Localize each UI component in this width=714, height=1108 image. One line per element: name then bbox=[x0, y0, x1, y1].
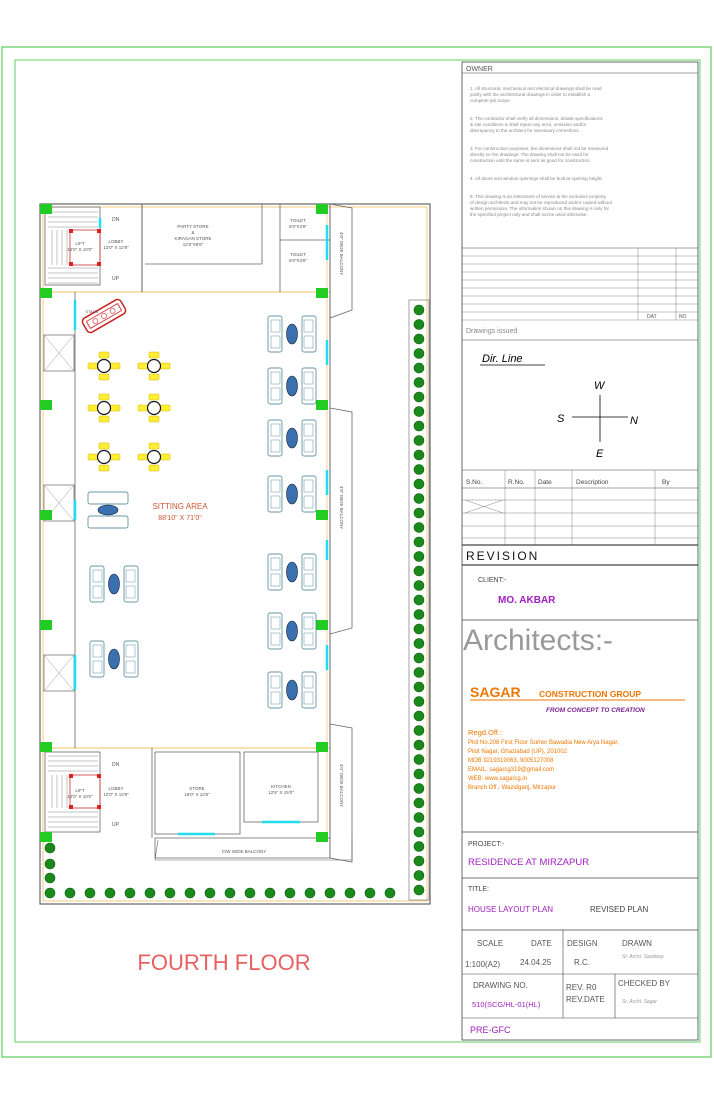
drawn-value: Sr. Archi. Sandeep bbox=[622, 954, 664, 960]
tree-37 bbox=[414, 842, 424, 852]
office-line-5: WEB: www.sagarcg.in bbox=[468, 776, 528, 782]
stage-sofa bbox=[81, 298, 127, 334]
firm-name: SAGAR bbox=[470, 684, 521, 700]
tree-27 bbox=[414, 697, 424, 707]
tree-21 bbox=[414, 610, 424, 620]
office-line-2: Pilot Nagar, Ghaziabad (UP), 201002 bbox=[468, 749, 568, 755]
up-top: UP bbox=[112, 276, 119, 282]
rev-col-rno: R.No. bbox=[508, 479, 525, 486]
side-balcony-bot: 4'0" WIDE BALCONY bbox=[339, 764, 344, 808]
svg-text:W: W bbox=[594, 380, 605, 392]
client-label: CLIENT:- bbox=[478, 577, 507, 584]
floor-title: FOURTH FLOOR bbox=[137, 950, 311, 975]
lobby-bottom-label: LOBBY 12'0" X 12'9" bbox=[103, 786, 129, 797]
design-value: R.C. bbox=[574, 958, 590, 967]
svg-text:N: N bbox=[630, 415, 638, 427]
drawing-no-value: 510(SCG/HL-01(HL) bbox=[472, 1000, 541, 1009]
owner-label: OWNER bbox=[466, 66, 493, 73]
firm-tagline: FROM CONCEPT TO CREATION bbox=[546, 707, 645, 714]
tree-54 bbox=[305, 888, 315, 898]
tree-53 bbox=[285, 888, 295, 898]
tree-45 bbox=[125, 888, 135, 898]
tree-31 bbox=[414, 755, 424, 765]
status: PRE-GFC bbox=[470, 1025, 511, 1035]
tree-8 bbox=[414, 421, 424, 431]
tree-48 bbox=[185, 888, 195, 898]
tree-58 bbox=[385, 888, 395, 898]
tree-35 bbox=[414, 813, 424, 823]
title-block bbox=[462, 62, 698, 1040]
tree-24 bbox=[414, 653, 424, 663]
structural-columns bbox=[40, 204, 328, 842]
project-name: RESIDENCE AT MIRZAPUR bbox=[468, 857, 590, 868]
tree-56 bbox=[345, 888, 355, 898]
firm-name-rest: CONSTRUCTION GROUP bbox=[539, 689, 641, 699]
dining-table-4 bbox=[138, 394, 170, 422]
tree-7 bbox=[414, 407, 424, 417]
tree-6 bbox=[414, 392, 424, 402]
dining-table-5 bbox=[88, 443, 120, 471]
sofa-set-9 bbox=[90, 566, 138, 602]
rev-col-desc: Description bbox=[576, 479, 609, 486]
kitchen-label: KITCHEN 12'6" X 15'0" bbox=[268, 784, 294, 795]
sofa-set-10 bbox=[90, 641, 138, 677]
office-address bbox=[468, 728, 619, 791]
client-name: MO. AKBAR bbox=[498, 595, 556, 606]
sofa-set-3 bbox=[268, 420, 316, 456]
office-line-6: Branch Off.: Wazidganj, Mirzapur bbox=[468, 785, 557, 791]
bottom-balcony-label: C/W WIDE BALCONY bbox=[221, 849, 267, 854]
design-label: DESIGN bbox=[567, 939, 598, 948]
tree-12 bbox=[414, 479, 424, 489]
lift-top-label: LIFT 12'0" X 10'0" bbox=[67, 241, 93, 252]
side-balcony-top: 4'0" WIDE BALCONY bbox=[339, 232, 344, 276]
tree-59 bbox=[45, 843, 55, 853]
project-label: PROJECT:- bbox=[468, 841, 505, 848]
tree-3 bbox=[414, 349, 424, 359]
rev-col-date: Date bbox=[538, 479, 552, 486]
tree-22 bbox=[414, 624, 424, 634]
tree-0 bbox=[414, 305, 424, 315]
up-bottom: UP bbox=[112, 822, 119, 828]
drawings-issued: Drawings issued bbox=[466, 328, 518, 335]
tree-40 bbox=[414, 885, 424, 895]
tree-43 bbox=[85, 888, 95, 898]
note-1: 1. All structural, mechanical and electrical drawings shall be read jointly with the architectural drawings in order to establish a complete job scope. bbox=[470, 86, 602, 103]
tree-55 bbox=[325, 888, 335, 898]
tree-13 bbox=[414, 494, 424, 504]
note-2: 2. The contractor shall verify all dimensions, details specifications & site conditions & shall report any error, omission and/or discrepancy to the architect for necessary corrections. bbox=[470, 116, 603, 133]
dining-table-3 bbox=[88, 394, 120, 422]
tree-38 bbox=[414, 856, 424, 866]
rev-col-by: By bbox=[662, 479, 670, 486]
tree-49 bbox=[205, 888, 215, 898]
dining-table-2 bbox=[138, 352, 170, 380]
tree-9 bbox=[414, 436, 424, 446]
tree-39 bbox=[414, 871, 424, 881]
sofa-set-2 bbox=[268, 368, 316, 404]
tree-23 bbox=[414, 639, 424, 649]
tree-30 bbox=[414, 740, 424, 750]
tree-51 bbox=[245, 888, 255, 898]
architects-heading: Architects:- bbox=[463, 624, 614, 657]
sofa-set-5 bbox=[268, 554, 316, 590]
office-line-1: Plot No.208 First Floor Sumer Bawadia New Arya Nagar, bbox=[468, 740, 619, 746]
dining-table-1 bbox=[88, 352, 120, 380]
svg-text:E: E bbox=[596, 448, 604, 460]
drawing-no-label: DRAWING NO. bbox=[473, 981, 528, 990]
tree-32 bbox=[414, 769, 424, 779]
tree-50 bbox=[225, 888, 235, 898]
tree-42 bbox=[65, 888, 75, 898]
tree-26 bbox=[414, 682, 424, 692]
tree-29 bbox=[414, 726, 424, 736]
scale-value: 1:100(A2) bbox=[465, 960, 501, 969]
rev-date-label: REV.DATE bbox=[566, 995, 605, 1004]
dn-bottom: DN bbox=[112, 762, 120, 768]
tree-25 bbox=[414, 668, 424, 678]
svg-text:S: S bbox=[557, 413, 565, 425]
sitting-area-label: SITTING AREA bbox=[152, 502, 208, 511]
general-notes bbox=[469, 86, 613, 217]
tree-20 bbox=[414, 595, 424, 605]
compass-icon bbox=[557, 380, 638, 460]
scale-label: SCALE bbox=[477, 939, 504, 948]
dir-line-label: Dir. Line bbox=[482, 353, 523, 365]
party-store-label: PARTY STORE & KIRAGAN STORE 12'0"X9'6" bbox=[174, 224, 212, 247]
date-value: 24.04.25 bbox=[520, 958, 552, 967]
date-label: DATE bbox=[531, 939, 552, 948]
dat-label: DAT bbox=[647, 314, 657, 320]
tree-57 bbox=[365, 888, 375, 898]
toilet-a-label: TOILET 6'0"X4'6" bbox=[289, 218, 307, 229]
tree-4 bbox=[414, 363, 424, 373]
store-label: STORE 16'0" X 12'6" bbox=[184, 786, 210, 797]
checked-value: Sr. Archi. Sagar bbox=[622, 999, 657, 1005]
drawing-title-revised: REVISED PLAN bbox=[590, 905, 649, 914]
tree-60 bbox=[45, 859, 55, 869]
rev-col-sno: S.No. bbox=[466, 479, 483, 486]
lobby-top-label: LOBBY 12'0" X 12'9" bbox=[103, 239, 129, 250]
tree-34 bbox=[414, 798, 424, 808]
tree-41 bbox=[45, 888, 55, 898]
no-label: NO bbox=[679, 314, 687, 320]
tree-11 bbox=[414, 465, 424, 475]
tree-28 bbox=[414, 711, 424, 721]
tree-1 bbox=[414, 320, 424, 330]
tree-14 bbox=[414, 508, 424, 518]
sofa-set-1 bbox=[268, 316, 316, 352]
tree-16 bbox=[414, 537, 424, 547]
tree-61 bbox=[45, 873, 55, 883]
sofa-set-6 bbox=[268, 613, 316, 649]
tree-36 bbox=[414, 827, 424, 837]
tree-33 bbox=[414, 784, 424, 794]
sofa-sets bbox=[88, 316, 316, 708]
note-3: 3. For construction purposes, the dimensions shall not be measured directly on the drawings. The drawing shall not be used for construction until the same is sent as good for construction. bbox=[470, 146, 609, 163]
sofa-set-8 bbox=[88, 492, 128, 528]
checked-label: CHECKED BY bbox=[618, 979, 671, 988]
note-4: 4. All doors and window openings shall be built at opening height. bbox=[470, 176, 603, 181]
note-5: 5. This drawing is an instrument of service & the exclusive property of design architects and may not be reproduced and/or copied without written permission. The information shown on this drawing is only for the specified project only and shall not be used otherwise. bbox=[470, 194, 612, 217]
toilet-b-label: TOILET 6'0"X4'6" bbox=[289, 252, 307, 263]
tree-2 bbox=[414, 334, 424, 344]
tree-15 bbox=[414, 523, 424, 533]
office-line-0: Regd.Off.: bbox=[468, 728, 503, 737]
office-line-3: MOB 9219319063, 9005127008 bbox=[468, 758, 554, 764]
tree-52 bbox=[265, 888, 275, 898]
sitting-area-dim: 88'10" X 71'0" bbox=[158, 515, 202, 522]
revision-title: REVISION bbox=[466, 549, 540, 563]
drawn-label: DRAWN bbox=[622, 939, 652, 948]
lift-bottom-label: LIFT 12'0" X 10'0" bbox=[67, 788, 93, 799]
tree-19 bbox=[414, 581, 424, 591]
tree-5 bbox=[414, 378, 424, 388]
stage-label: STAGE bbox=[85, 309, 99, 314]
sofa-set-7 bbox=[268, 672, 316, 708]
tree-47 bbox=[165, 888, 175, 898]
floor-plan bbox=[40, 204, 430, 904]
sofa-set-4 bbox=[268, 476, 316, 512]
tree-46 bbox=[145, 888, 155, 898]
dn-top: DN bbox=[112, 217, 120, 223]
tree-17 bbox=[414, 552, 424, 562]
side-balcony-mid: 4'0" WIDE BALCONY bbox=[339, 486, 344, 530]
dining-tables bbox=[88, 352, 170, 471]
tree-44 bbox=[105, 888, 115, 898]
office-line-4: EMAIL: sagarcg319@gmail.com bbox=[468, 767, 555, 773]
dining-table-6 bbox=[138, 443, 170, 471]
title-label: TITLE: bbox=[468, 886, 490, 893]
rev-label: REV. R0 bbox=[566, 983, 597, 992]
tree-10 bbox=[414, 450, 424, 460]
drawing-title: HOUSE LAYOUT PLAN bbox=[468, 905, 554, 914]
tree-18 bbox=[414, 566, 424, 576]
